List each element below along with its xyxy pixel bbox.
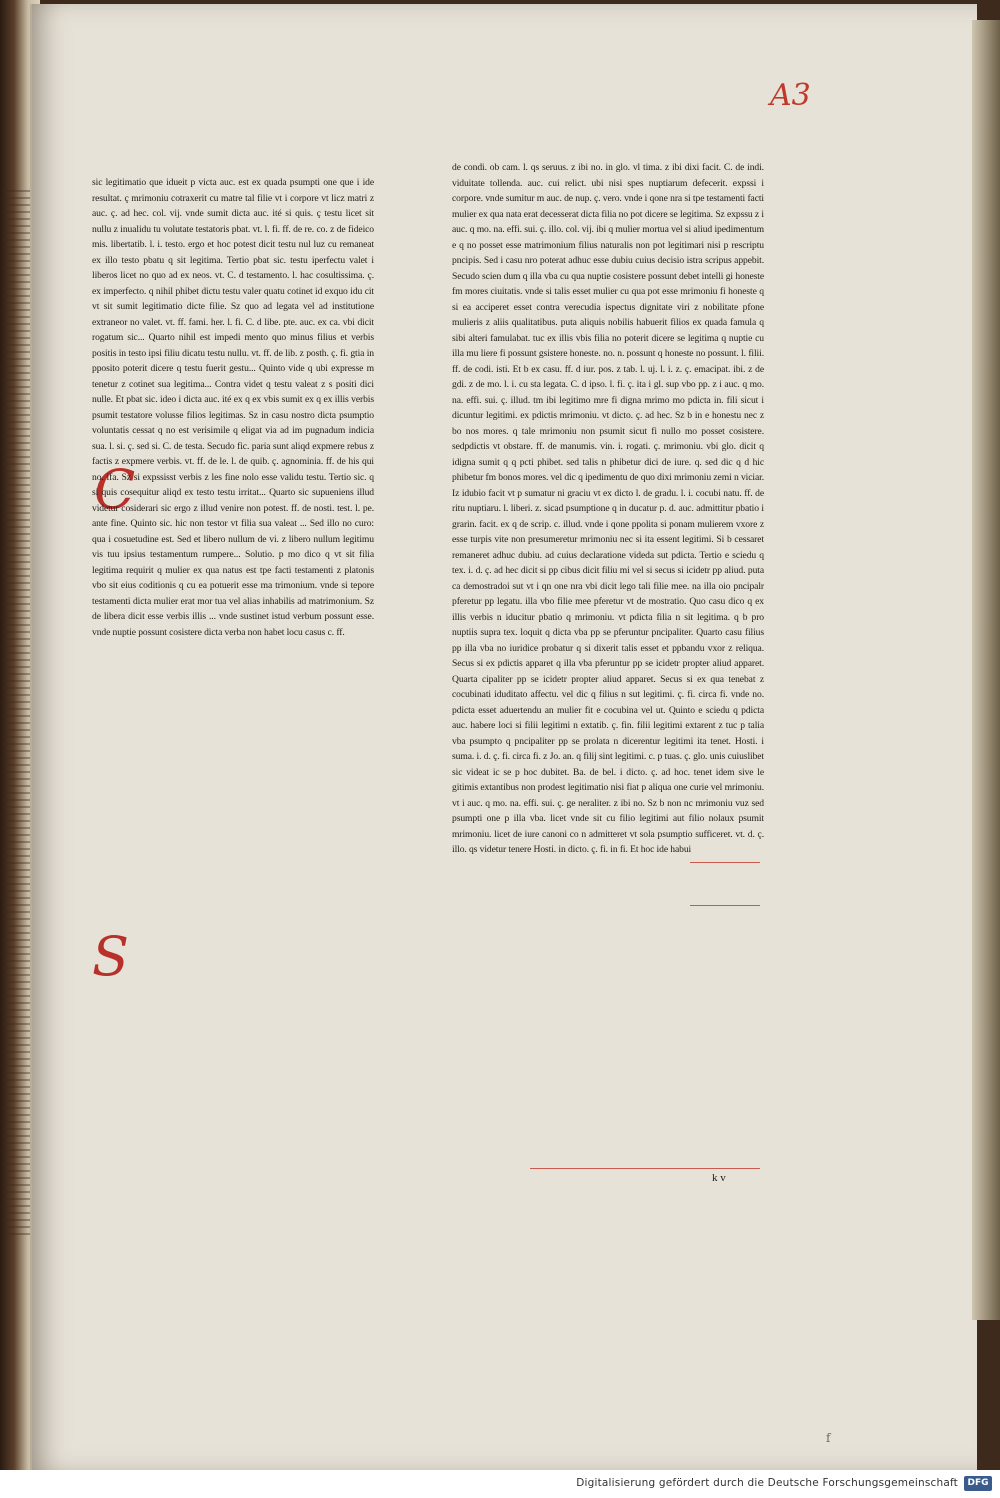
folio-mark: A3 [770,78,811,113]
footer-credit: Digitalisierung gefördert durch die Deutsche Forschungsgemeinschaft [576,1477,958,1489]
rubric-underline [690,905,760,906]
dfg-logo[interactable]: DFG [964,1476,992,1491]
left-column-text: sic legitimatio que idueit p victa auc. est ex quada psumpti one que i ide resultat. ç mrimoniu cotraxerit cu matre tal filie vt i corpore vt licz matri z auc. ç. ad hec. col. vij. vnde sumit dicta auc. ité si quis. ç testu licet sit nullu z inualidu tu volutate testatoris pbat. vt. l. fi. ff. de re. co. z de fideico mis. libertatib. l. i. testo. ergo et hoc potest dicit testu nul luz cu remaneat ex illo testo pbatu q sit legitima. Tertio pbat sic. testu iperfectu valet i liberos licet no quo ad ex neos. vt. C. d testamento. l. hac cosultissima. ç. ex imperfecto. q nihil phibet dictu testu valer quatu cotinet id exquo idu cit vt sit sumit legitimatio dicte filie. Sz quo ad legata vel ad institutione extraneor no valet. vt. ff. fami. her. l. fi. C. d libe. pte. auc. ex ca. vbi dicit rogatum sic... Quarto nihil est impedi mento quo minus filius et verbis positis in testo ipsi filiu dicatu testu nullu. vt. ff. de lib. z posth. ç. fi. gtia in pposito poterit dicere q testu fuerit gestu... Quinto vide q ubi expresse m tenetur z cotinet sua legitima... Contra videt q testu valeat z s positi dici nulle. Et pbat sic. ideo i dicta auc. ité ex q ex vbis sumit ex q ex illis verbis psumit testatore volusse filios legitimas. Sz in casu nostro dicta psumptio voluntatis cessat q no est verisimile q eligat via ad im pugnadum indicia sua. l. si. ç. sed si. C. de testa. Secudo fic. paria sunt aliqd expmere rebus z factis z expmere verbis. vt. ff. de le. l. de quib. ç. agnominia. ff. de his qui no. ifa. Sz si expssisst verbis z les fine nolo esse validu testu. Tertio sic. q si quis cosequitur aliqd ex testo testu irritat... Quarto sic supueniens illud videtur cosiderari sic ergo z illud venire non potest. ff. de nosti. test. l. pe. ante fine. Quinto sic. hic non testor vt filia sua valeat ... Sed illo no curo: qua i cosuetudine est. Sed et libero nullum de vi. z libero nullum legitimu vis tuu ipsius testamentum rumpere... Solutio. p mo dico q vt sit filia legitima requirit q mulier ex qua natus est tpe facti testamenti z platonis vbo sit eius coditionis q cu ea potuerit esse ma trimonium. vnde si tepore testamenti dicta mulier erat mor tua vel alias inhabilis ad matrimonium. Sz de libera dicit esse verbis illis ... vnde sustinet istud verbum possunt esse. vnde nuptie possunt cosistere dicta verba non habet locu casus c. ff. [92,177,374,638]
footer-bar [0,1470,1000,1498]
page-edge-stack [972,20,1000,1320]
rubric-underline [690,862,760,863]
signature-mark: k v [712,1172,726,1184]
initial-capital-s: S [92,925,129,988]
left-text-column [92,175,374,1185]
initial-capital-c: C [94,458,136,521]
right-column-text: de condi. ob cam. l. qs seruus. z ibi no. in glo. vl tima. z ibi dixi facit. C. de indi. viduitate tollenda. auc. cui relict. ubi nisi spes nuptiarum defecerit. expssi i corpore. vnde sumitur m auc. de nup. ç. vero. vnde i qone nra si tpe testamenti facti mulier ex qua nata erat decesserat dicta filia no pot dicere se legitima. Sz expssu z i auc. q mo. na. effi. sui. ç. illo. col. vij. ibi q mulier mortua vel si aliud ipedimentum e q no posset esse matrimonium filius naturalis non pot legitimari nisi p rescriptu pncipis. Sed i casu nro poterat adhuc esse dubiu cuius decisio istra scripus appebit. Secudo scien dum q illa vba cu qua nuptie cosistere possunt debet intelli gi honeste fm mores ciuitatis. vnde si talis esset mulier cu qua pot esse mrimoniu fi honeste q si ea acciperet esset contra verecudia ispectus dignitate viri z nobilitate pfone mulieris z aliis qualitatibus. puta aliquis nobilis habuerit filios ex quada famula q sibi alteri famulabat. tuc ex illis vbis filia no poterit dicere se legitima q nuptie cu illa mu liere fi possunt gsistere honeste. no. n. possunt q honeste no possunt. l. filii. ff. de codi. isti. Et b ex casu. ff. d iur. pos. z tab. l. uj. l. i. z. ç. emacipat. ibi. z de gdi. z de mo. l. i. cu sta legata. C. d ipso. l. fi. ç. ita i gl. sup vbo pp. z i auc. q mo. na. effi. sui. ç. illud. tm ibi legitimo mre fi digna mrimo mo pdicta in. fili sicut i dicuntur legitimi. ex pdictis mrimoniu. vt dicto. ç. ad hec. Sz b in e honestu nec z bo nos mores. q tale mrimoniu non psumit sicut fi nullo mo posset cosistere. sedpdictis vt obstare. ff. de manumis. vin. i. rogati. ç. mrimoniu. vbi glo. dicit q idigna sumit q q pcti phibet. sed talis n phibetur dici de iure. q. sed dic q d hic phibetur fm bonos mores. vel dic q ipedimentu de quo dixi mrimoniu zemi n viciar. Iz idubio facit vt p sumatur ni graciu vt ex dicto l. de gradu. l. i. cocubi natu. ff. de ritu nuptiaru. l. liberi. z. sicad psumptione q in ducatur p. d. auc. admittitur pbatio i grarin. facit. ex q de scrip. c. illud. vnde i qone ppolita si ponam mulierem vxore z esse turpis vite non presumeretur mrimoniu nec si ita essent legitimi. Si b cessaret remaneret adhuc dubiu. ad cuius declaratione videda sut pdicta. Tertio e sciedu q tex. i. d. ç. ad hec dicit si pp cibus dicit filiu mi vel si secus si icidetr pp aliud. puta ca demostradoi sut vt i qn one nra vbi dicit lego tali filie mee. na illa oio pncipalr pferetur pp legatu. illa vbo filie mee pferetur vt de mostratio. Quo casu dico q ex illis verbis n iducitur pbatio q mrimoniu. vt pdicta filia n sit legitima. q b pro nuptiis supra tex. loquit q dicta vba pp se pferuntur pncipaliter. Quarto casu filius pp illa vba no iuridice probatur q si dixerit talis esset et ppbandu vxor z reliqua. Secus si ex pdictis apparet q illa vba pferuntur pp se icidetr propter aliud apparet. Quarta cipaliter pp se icidetr propter aliud apparet. Secus si ex qua tenebat z cocubinati iduditato affectu. vel dic q filius n sut legitimi. ç. fi. circa fi. vnde no. pdicta esset aduertendu an mulier fit e cocubina vel ut. Quinto e sciedu q pdicta auc. habere loci si filii legitimi n extatib. ç. fin. filii legitimi extarent z tuc p talia vba psumpto q pncipaliter pp se prolata n dicerentur legitimi ita tenet. Hosti. i suma. i. d. ç. fi. circa fi. z Jo. an. q filij sint legitimi. c. p tuas. ç. glo. unis cuiuslibet sic videat ic se p hoc dubitet. Ba. de bel. i dicto. ç. ad hoc. tenet idem sive le gitimis extantibus non prodest legitimatio nisi fiat p aliqua one curie vel mrimoniu. vt i auc. q mo. na. effi. sui. ç. ge neraliter. z ibi no. Sz b non nc mrimoniu vuz sed psumpti one p illa vba. licet vnde sit cu filio legitimi aut filio nolaux psumit mrimoniu. licet de iure canoni co n admitteret vt sola psumptio sufficeret. vt. d. ç. illo. qs videtur tenere Hosti. in dicto. ç. fi. in fi. Et hoc ide habui [452,162,764,855]
right-text-column [452,160,764,1160]
rubric-underline [530,1168,760,1169]
pencil-mark: f [826,1431,831,1445]
